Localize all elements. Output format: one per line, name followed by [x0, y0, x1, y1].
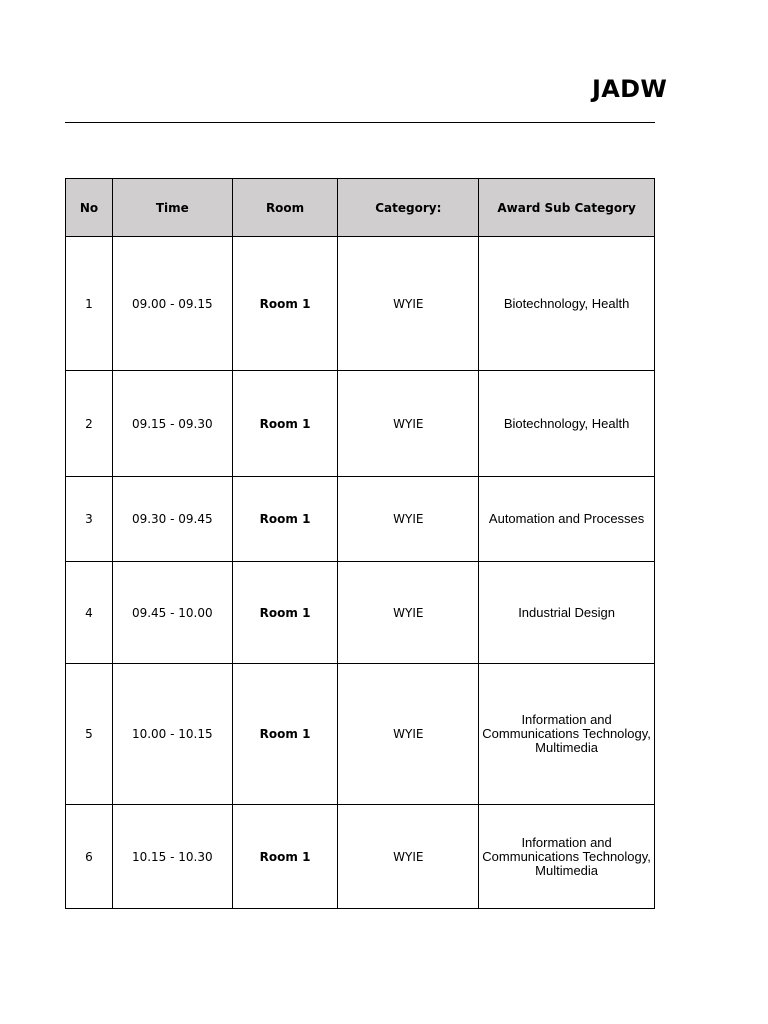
cell-category: WYIE	[338, 477, 479, 562]
cell-sub-category: Automation and Processes	[479, 477, 655, 562]
schedule-table	[65, 178, 655, 909]
cell-room: Room 1	[232, 805, 338, 909]
table-row	[66, 664, 655, 805]
cell-no: 1	[66, 237, 113, 371]
table-header-row	[66, 179, 655, 237]
cell-no: 4	[66, 562, 113, 664]
table-row	[66, 477, 655, 562]
cell-room: Room 1	[232, 477, 338, 562]
cell-time: 09.00 - 09.15	[112, 237, 232, 371]
cell-room: Room 1	[232, 562, 338, 664]
cell-time: 09.45 - 10.00	[112, 562, 232, 664]
table-row	[66, 237, 655, 371]
cell-time: 09.15 - 09.30	[112, 371, 232, 477]
cell-sub-category: Information and Communications Technology, Multimedia	[479, 805, 655, 909]
header-room: Room	[232, 179, 338, 237]
cell-no: 3	[66, 477, 113, 562]
cell-category: WYIE	[338, 237, 479, 371]
header-category: Category:	[338, 179, 479, 237]
cell-room: Room 1	[232, 371, 338, 477]
table-row	[66, 805, 655, 909]
cell-no: 2	[66, 371, 113, 477]
table-row	[66, 562, 655, 664]
cell-category: WYIE	[338, 562, 479, 664]
table-row	[66, 371, 655, 477]
cell-sub-category: Biotechnology, Health	[479, 371, 655, 477]
cell-time: 10.00 - 10.15	[112, 664, 232, 805]
cell-time: 09.30 - 09.45	[112, 477, 232, 562]
cell-room: Room 1	[232, 664, 338, 805]
cell-no: 6	[66, 805, 113, 909]
cell-sub-category: Information and Communications Technology, Multimedia	[479, 664, 655, 805]
header-no: No	[66, 179, 113, 237]
cell-time: 10.15 - 10.30	[112, 805, 232, 909]
title-divider	[65, 122, 655, 123]
cell-sub-category: Industrial Design	[479, 562, 655, 664]
header-time: Time	[112, 179, 232, 237]
cell-category: WYIE	[338, 371, 479, 477]
cell-room: Room 1	[232, 237, 338, 371]
cell-category: WYIE	[338, 805, 479, 909]
cell-category: WYIE	[338, 664, 479, 805]
cell-sub-category: Biotechnology, Health	[479, 237, 655, 371]
header-sub-category: Award Sub Category	[479, 179, 655, 237]
document-title: JADW	[592, 75, 668, 103]
cell-no: 5	[66, 664, 113, 805]
